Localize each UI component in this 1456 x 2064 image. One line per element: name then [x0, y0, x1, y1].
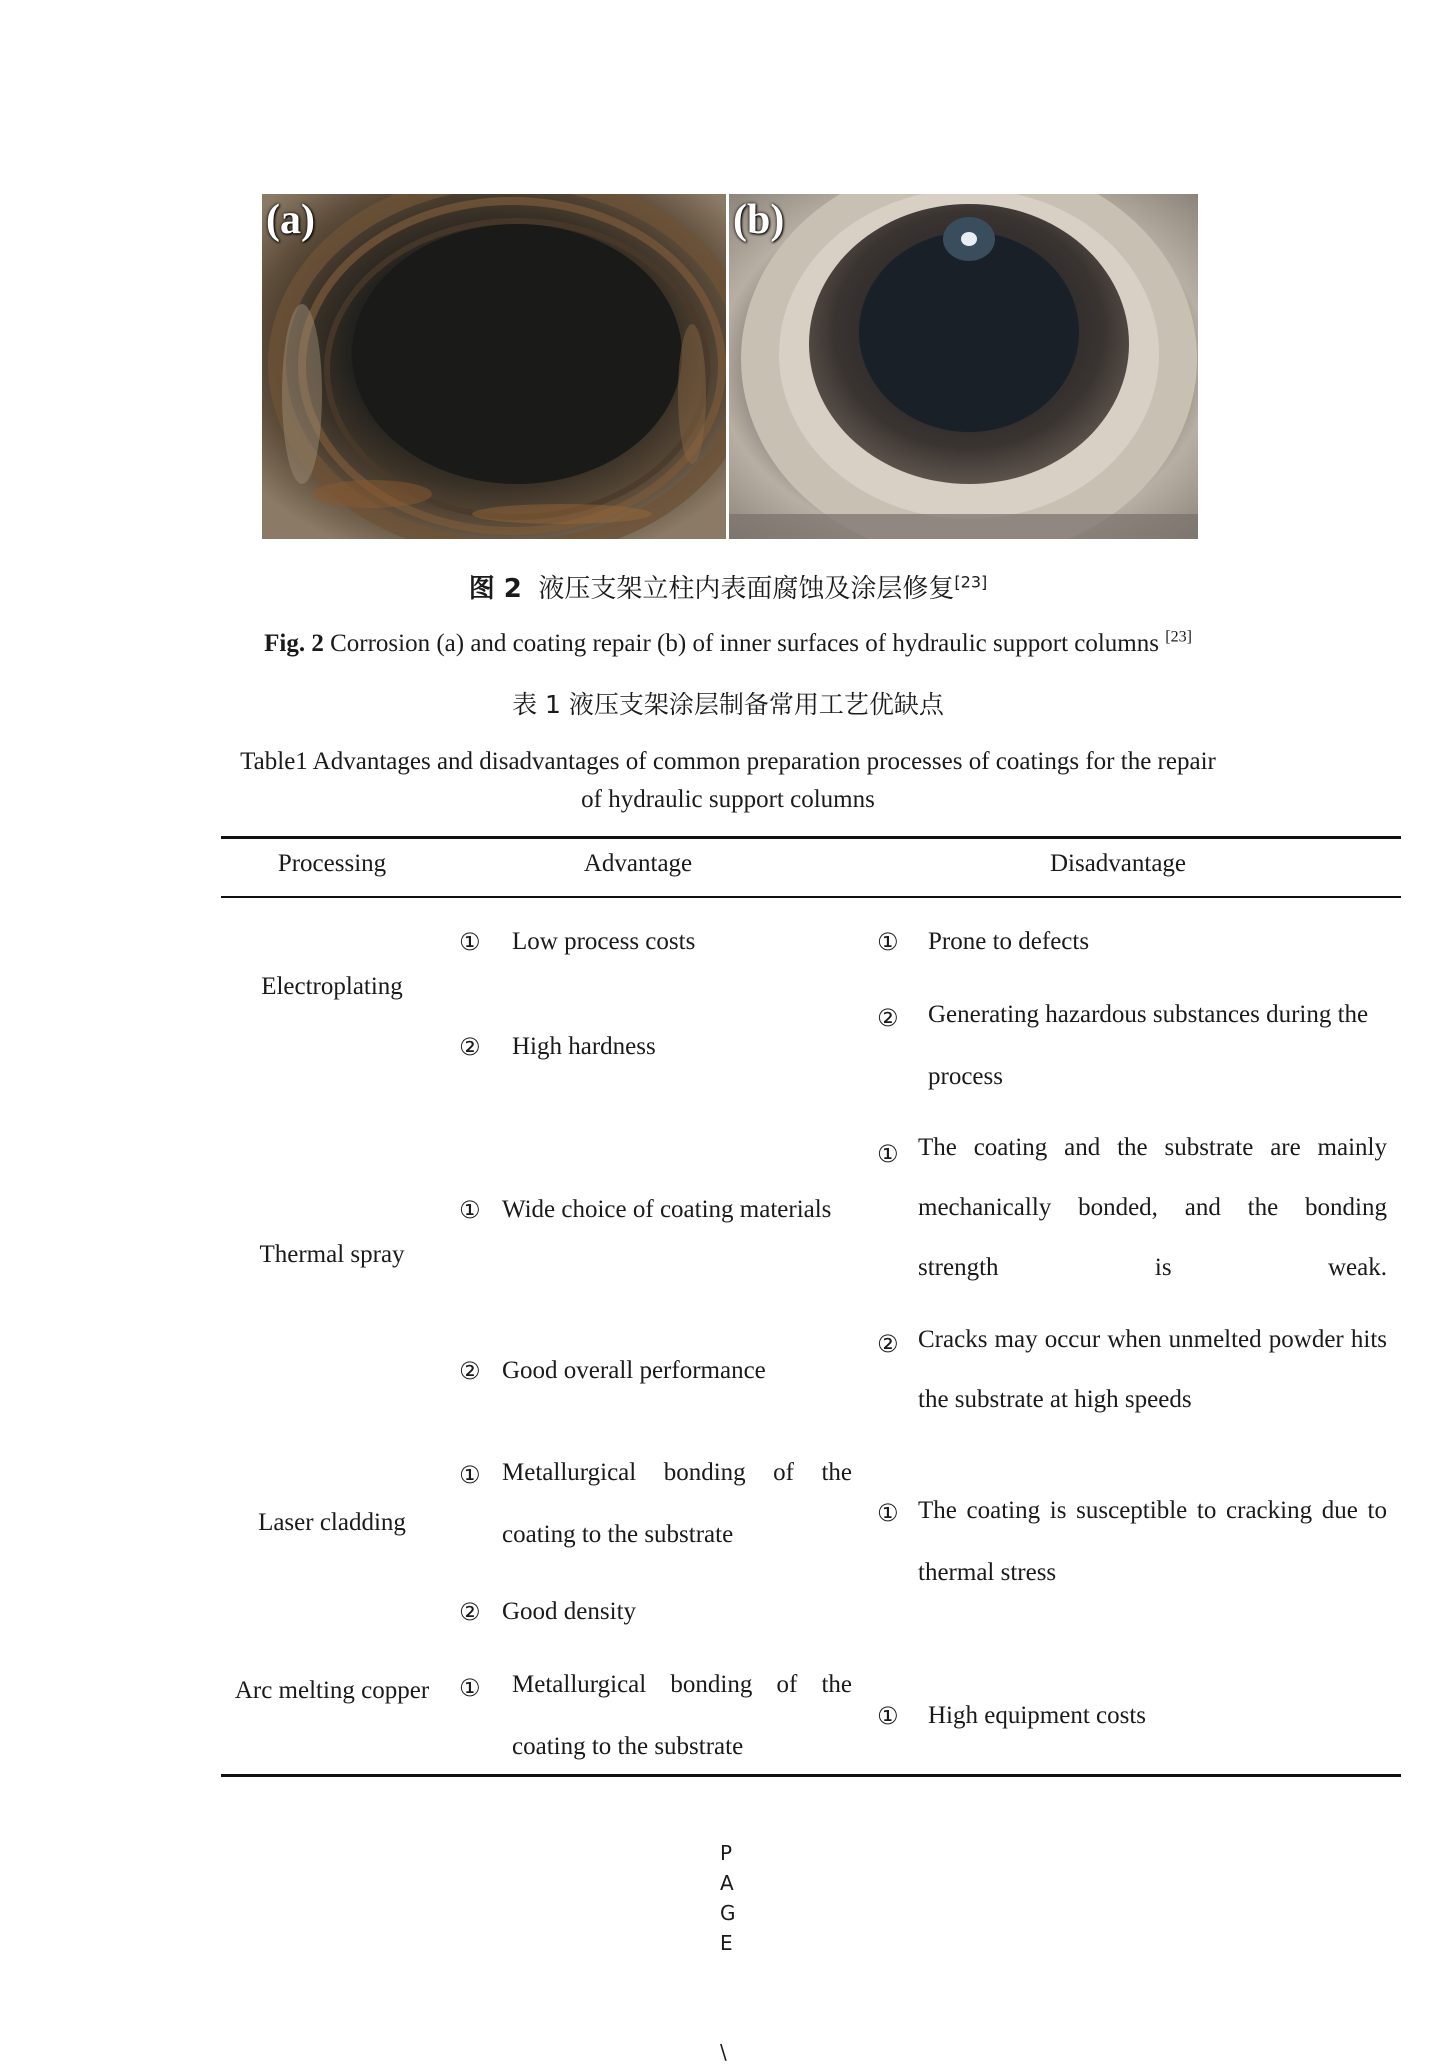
disadvantage-item: Generating hazardous substances during the process [928, 1001, 1369, 1090]
table-title-en-line1: Table1 Advantages and disadvantages of common preparation processes of coatings for the repair [240, 748, 1216, 775]
header-advantage: Advantage [583, 850, 693, 877]
page-field-letter: \ [720, 2040, 727, 2064]
advantage-item: Good overall performance [502, 1357, 766, 1384]
marker-1: ① [877, 1499, 899, 1527]
disadvantage-item: Cracks may occur when unmelted powder hits the substrate at high speeds [918, 1326, 1387, 1413]
marker-2: ② [459, 1357, 481, 1385]
header-processing: Processing [277, 850, 387, 877]
figure-2 [262, 194, 1198, 539]
figure-caption-en [0, 630, 1456, 658]
marker-1: ① [877, 1702, 899, 1730]
marker-1: ① [459, 1674, 481, 1702]
advantage-item: High hardness [512, 1033, 656, 1060]
disadvantage-item: Prone to defects [928, 928, 1090, 955]
table-top-rule [221, 836, 1401, 839]
table-header-rule [221, 896, 1401, 898]
table-title-en [0, 743, 1456, 819]
table-title-cn: 表 1 液压支架涂层制备常用工艺优缺点 [512, 690, 944, 719]
figure-caption-en-ref: [23] [1165, 628, 1192, 646]
marker-1: ① [877, 1140, 899, 1168]
process-electroplating: Electroplating [261, 973, 403, 1000]
figure-label-cn: 图 2 [468, 574, 522, 604]
figure-label-en: Fig. 2 [264, 630, 324, 657]
page-field-letter: P [720, 1841, 733, 1865]
page-field-letter: G [720, 1901, 736, 1925]
figure-panel-b [729, 194, 1198, 539]
marker-2: ② [877, 1330, 899, 1358]
panel-label-b: (b) [733, 197, 785, 243]
figure-panel-a [262, 194, 726, 539]
figure-caption-en-text: Corrosion (a) and coating repair (b) of inner surfaces of hydraulic support columns [330, 630, 1159, 657]
figure-caption-cn-text: 液压支架立柱内表面腐蚀及涂层修复 [538, 574, 955, 604]
page-field-letter: A [720, 1871, 734, 1895]
repaired-column-photo [729, 194, 1198, 539]
marker-2: ② [459, 1033, 481, 1061]
advantage-item: Low process costs [512, 928, 696, 955]
disadvantage-item: The coating and the substrate are mainly mechanically bonded, and the bonding strength is weak. [918, 1134, 1387, 1281]
advantage-item: Metallurgical bonding of the coating to the substrate [512, 1671, 852, 1760]
page-field-letter: E [720, 1931, 733, 1955]
marker-2: ② [459, 1598, 481, 1626]
process-laser-cladding: Laser cladding [258, 1509, 406, 1536]
disadvantage-item: The coating is susceptible to cracking due to thermal stress [918, 1497, 1387, 1586]
figure-caption-cn [0, 568, 1456, 605]
table-title-en-line2: of hydraulic support columns [581, 786, 875, 813]
advantage-item: Wide choice of coating materials [502, 1196, 832, 1223]
marker-1: ① [459, 928, 481, 956]
advantage-item: Metallurgical bonding of the coating to the substrate [502, 1459, 852, 1548]
marker-1: ① [459, 1196, 481, 1224]
figure-caption-cn-ref: [23] [954, 572, 988, 592]
marker-1: ① [877, 928, 899, 956]
disadvantage-item: High equipment costs [928, 1702, 1147, 1729]
process-thermal-spray: Thermal spray [259, 1241, 405, 1268]
marker-1: ① [459, 1461, 481, 1489]
header-disadvantage: Disadvantage [1049, 850, 1187, 877]
advantage-item: Good density [502, 1598, 637, 1625]
panel-label-a: (a) [266, 197, 315, 243]
marker-2: ② [877, 1004, 899, 1032]
process-arc-melting-copper: Arc melting copper [234, 1677, 430, 1704]
corroded-column-photo [262, 194, 726, 539]
